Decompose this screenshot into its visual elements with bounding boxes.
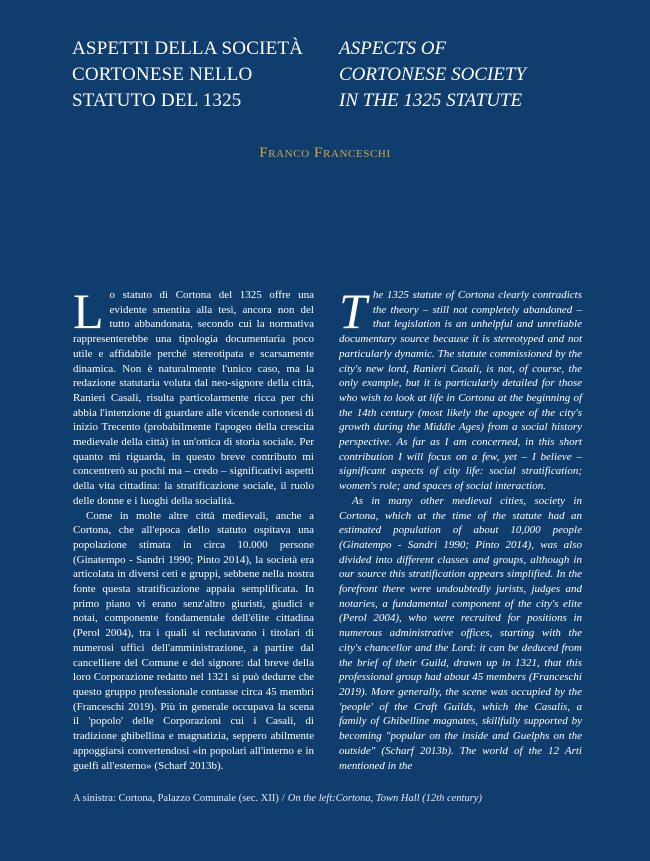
italian-dropcap: L xyxy=(73,283,104,339)
english-column xyxy=(339,283,582,773)
english-dropcap: T xyxy=(339,283,367,339)
italian-column xyxy=(73,283,314,773)
title-english: ASPECTS OF CORTONESE SOCIETY IN THE 1325 STATUTE xyxy=(339,38,527,111)
image-caption xyxy=(73,793,593,804)
caption-english: On the left:Cortona, Town Hall (12th century) xyxy=(287,793,482,804)
caption-separator: / xyxy=(281,793,285,804)
author-name: Franco Franceschi xyxy=(259,145,391,161)
english-paragraph-2: As in many other medieval cities, society in Cortona, which at the time of the statute had an estimated population of about 10,000 people (Ginatempo - Sandri 1990; Pinto 2014), was also divided into different classes and groups, although in our source this stratification appears simplified. In the forefront there were undoubtedly jurists, judges and notaries, a fundamental component of the city's elite (Perol 2004), who were recruited for positions in numerous administrative offices, starting with the city's chancellor and the Lord: it can be deduced from the brief of their Guild, drawn up in 1321, that this professional group had about 45 members (Franceschi 2019). More generally, the scene was occupied by the 'people' of the Craft Guilds, which the Casalis, a family of Ghibelline magnates, skillfully supported by becoming "popular on the inside and Guelphs on the outside" (Scharf 2013b). The world of the 12 Arti mentioned in the xyxy=(339,494,582,772)
english-paragraph-1-text: he 1325 statute of Cortona clearly contradicts the theory – still not completely abandoned – that legislation is an unhelpful and unreliable documentary source because it is stereotyped and not particularly dynamic. The statute commissioned by the city's new lord, Ranieri Casali, is not, of course, the only example, but it is particularly detailed for those who wish to look at life in Cortona at the beginning of the 14th century (most likely the apogee of the city's growth during the Middle Ages) from a social history perspective. As far as I am concerned, in this short contribution I will focus on a few, yet – I believe – significant aspects of city life: social stratification; women's role; and spaces of social interaction. xyxy=(339,289,582,493)
italian-paragraph-2: Come in molte altre città medievali, anche a Cortona, che all'epoca dello statuto ospitava una popolazione stimata in circa 10.000 persone (Ginatempo - Sandri 1990; Pinto 2014), la società era articolata in diversi ceti e gruppi, sebbene nella nostra fonte questa stratificazione appaia semplificata. In primo piano vi erano senz'altro giuristi, giudici e notai, componente fondamentale dell'élite cittadina (Perol 2004), tra i quali si reclutavano i titolari di numerosi uffici dell'amministrazione, a partire dal cancelliere del Comune e del signore: dal breve della loro Corporazione redatto nel 1321 si può dedurre che questo gruppo professionale contasse circa 45 membri (Franceschi 2019). Più in generale occupava la scena il 'popolo' delle Corporazioni cui i Casali, di tradizione ghibellina e magnatizia, seppero abilmente appoggiarsi convertendosi «in popolari all'interno e in guelfi all'esterno» (Scharf 2013b). xyxy=(73,509,314,772)
title-italian: ASPETTI DELLA SOCIETÀ CORTONESE NELLO STATUTO DEL 1325 xyxy=(72,38,304,111)
italian-paragraph-1-text: o statuto di Cortona del 1325 offre una evidente smentita alla tesi, ancora non del tutto abbandonata, secondo cui la normativa rappresenterebbe una tipologia documentaria poco utile e affidabile perché stereotipata e scarsamente dinamica. Non è naturalmente l'unico caso, ma la redazione statutaria voluta dal neo-signore della città, Ranieri Casali, risulta particolarmente ricca per chi abbia l'intenzione di guardare alle vicende cortonesi di inizio Trecento (probabilmente l'apogeo della crescita medievale della città) in un'ottica di storia sociale. Per quanto mi riguarda, in questo breve contributo mi concentrerò su pochi ma – credo – significativi aspetti della vita cittadina: la stratificazione sociale, il ruolo delle donne e i luoghi della socialità. xyxy=(73,289,314,507)
caption-italian: A sinistra: Cortona, Palazzo Comunale (sec. XII) xyxy=(73,793,279,804)
english-paragraph-1 xyxy=(339,283,582,494)
italian-paragraph-1 xyxy=(73,283,314,509)
